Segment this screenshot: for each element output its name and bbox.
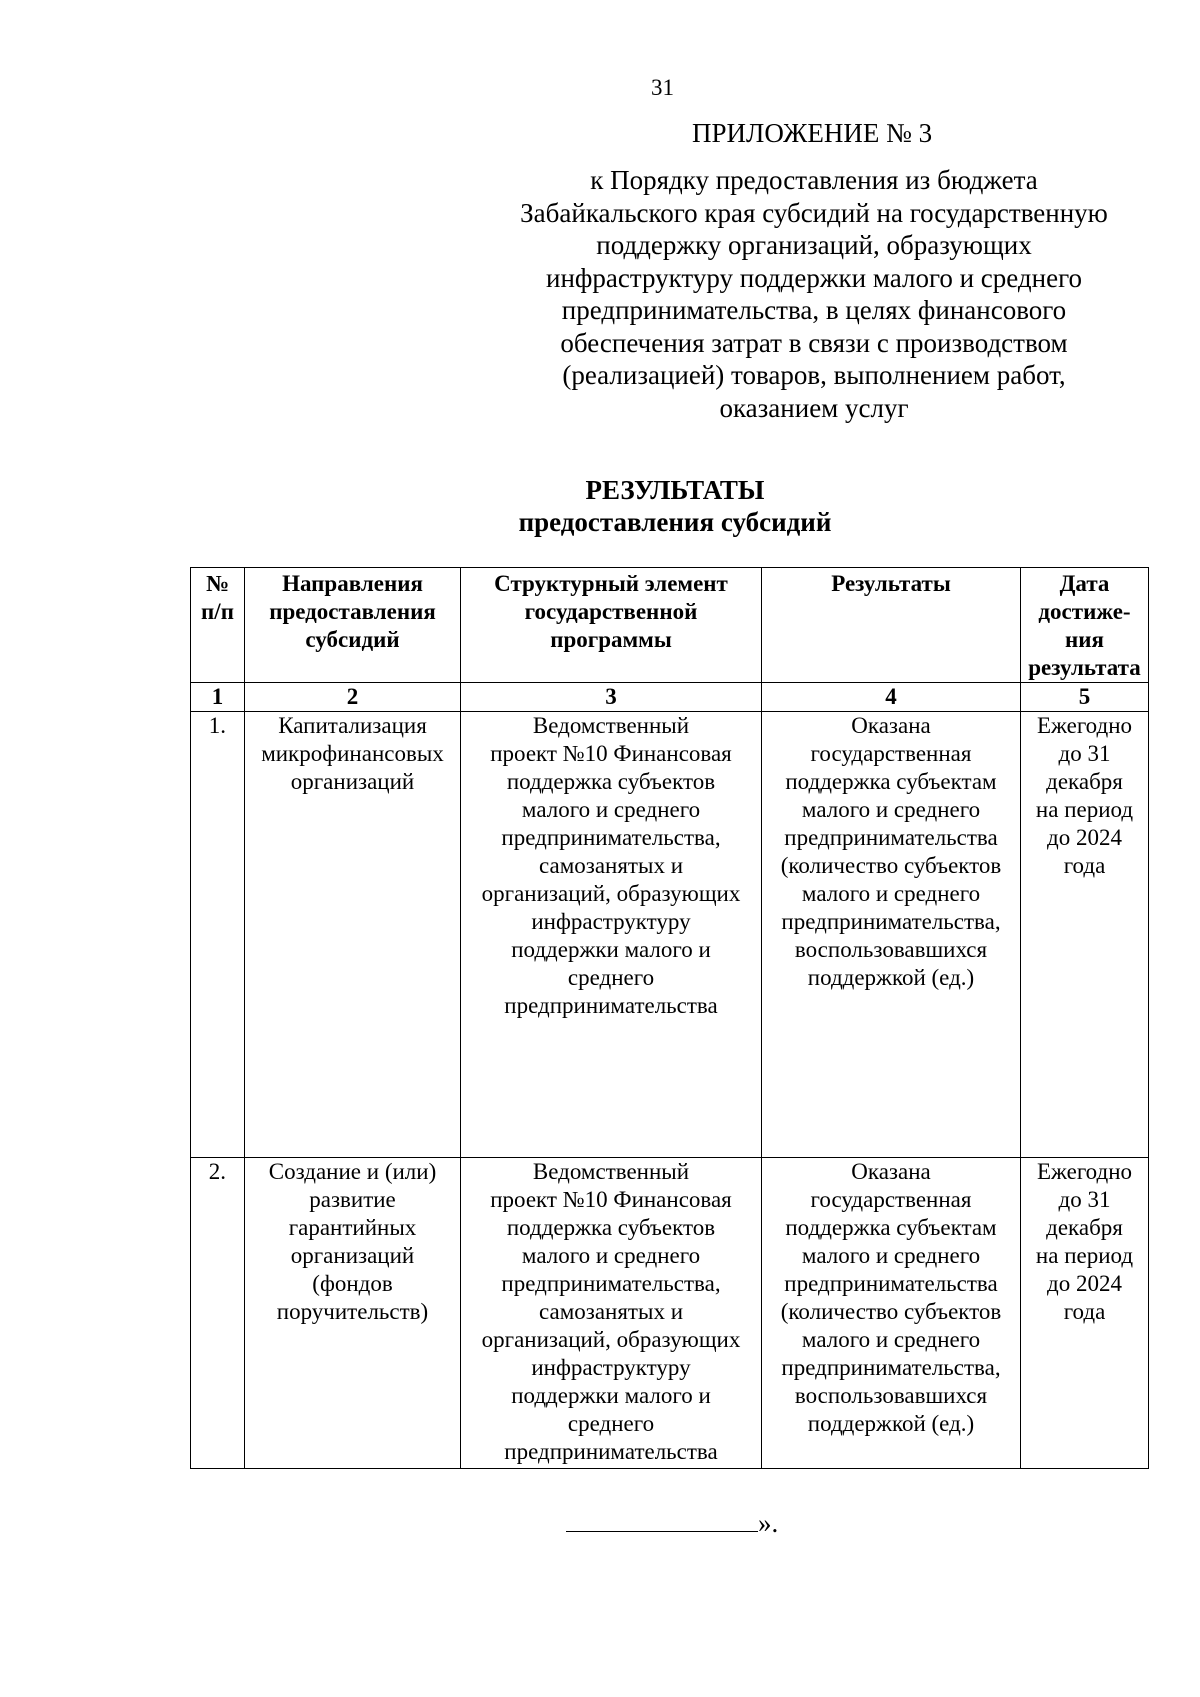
- appendix-reference-line: Забайкальского края субсидий на государственную: [520, 197, 1108, 228]
- column-number: 4: [762, 683, 1021, 712]
- appendix-reference-line: оказанием услуг: [719, 392, 909, 423]
- table-header-row: [191, 568, 1149, 683]
- column-number: 2: [245, 683, 461, 712]
- column-number: 5: [1021, 683, 1149, 712]
- direction-cell: Капитализация микрофинансовых организаций: [245, 712, 461, 1158]
- closing-quote: ».: [758, 1508, 779, 1538]
- column-numbering-row: [191, 683, 1149, 712]
- appendix-reference-line: обеспечения затрат в связи с производством: [560, 327, 1068, 358]
- result-cell: Оказана государственная поддержка субъектам малого и среднего предпринимательства (количество субъектов малого и среднего предпринимательства, воспользовавшихся поддержкой (ед.): [762, 1158, 1021, 1469]
- row-number: 2.: [191, 1158, 245, 1469]
- document-heading: [0, 474, 1200, 538]
- column-header-results: Результаты: [762, 568, 1021, 683]
- element-cell: Ведомственный проект №10 Финансовая поддержка субъектов малого и среднего предпринимательства, самозанятых и организаций, образующих инфраструктуру поддержки малого и среднего предпринимательства: [461, 1158, 762, 1469]
- column-header-direction: Направления предоставления субсидий: [245, 568, 461, 683]
- appendix-reference-line: предпринимательства, в целях финансового: [561, 295, 1067, 325]
- date-cell: Ежегодно до 31 декабря на период до 2024 года: [1021, 1158, 1149, 1469]
- table-row: [191, 1158, 1149, 1469]
- date-cell: Ежегодно до 31 декабря на период до 2024 года: [1021, 712, 1149, 1158]
- appendix-reference-line: инфраструктуру поддержки малого и среднего: [546, 262, 1082, 293]
- appendix-title: ПРИЛОЖЕНИЕ № 3: [692, 118, 933, 148]
- closing-line: [566, 1509, 778, 1537]
- signature-underline: [566, 1509, 758, 1532]
- table-row: [191, 712, 1149, 1158]
- appendix-reference-line: поддержку организаций, образующих: [596, 230, 1032, 260]
- column-number: 3: [461, 683, 762, 712]
- column-header-element: Структурный элемент государственной программы: [461, 568, 762, 683]
- results-table: [190, 567, 1149, 1469]
- heading-subtitle: предоставления субсидий: [518, 507, 832, 537]
- column-number: 1: [191, 683, 245, 712]
- heading-title: РЕЗУЛЬТАТЫ: [585, 475, 765, 505]
- appendix-reference: [495, 164, 1133, 424]
- appendix-reference-line: (реализацией) товаров, выполнением работ,: [562, 360, 1066, 390]
- result-cell: Оказана государственная поддержка субъектам малого и среднего предпринимательства (количество субъектов малого и среднего предпринимательства, воспользовавшихся поддержкой (ед.): [762, 712, 1021, 1158]
- page-number: 31: [651, 75, 674, 100]
- row-number: 1.: [191, 712, 245, 1158]
- appendix-reference-line: к Порядку предоставления из бюджета: [590, 165, 1038, 195]
- direction-cell: Создание и (или) развитие гарантийных организаций (фондов поручительств): [245, 1158, 461, 1469]
- element-cell: Ведомственный проект №10 Финансовая поддержка субъектов малого и среднего предпринимательства, самозанятых и организаций, образующих инфраструктуру поддержки малого и среднего предпринимательства: [461, 712, 762, 1158]
- column-header-number: № п/п: [191, 568, 245, 683]
- column-header-date: Дата достиже- ния результата: [1021, 568, 1149, 683]
